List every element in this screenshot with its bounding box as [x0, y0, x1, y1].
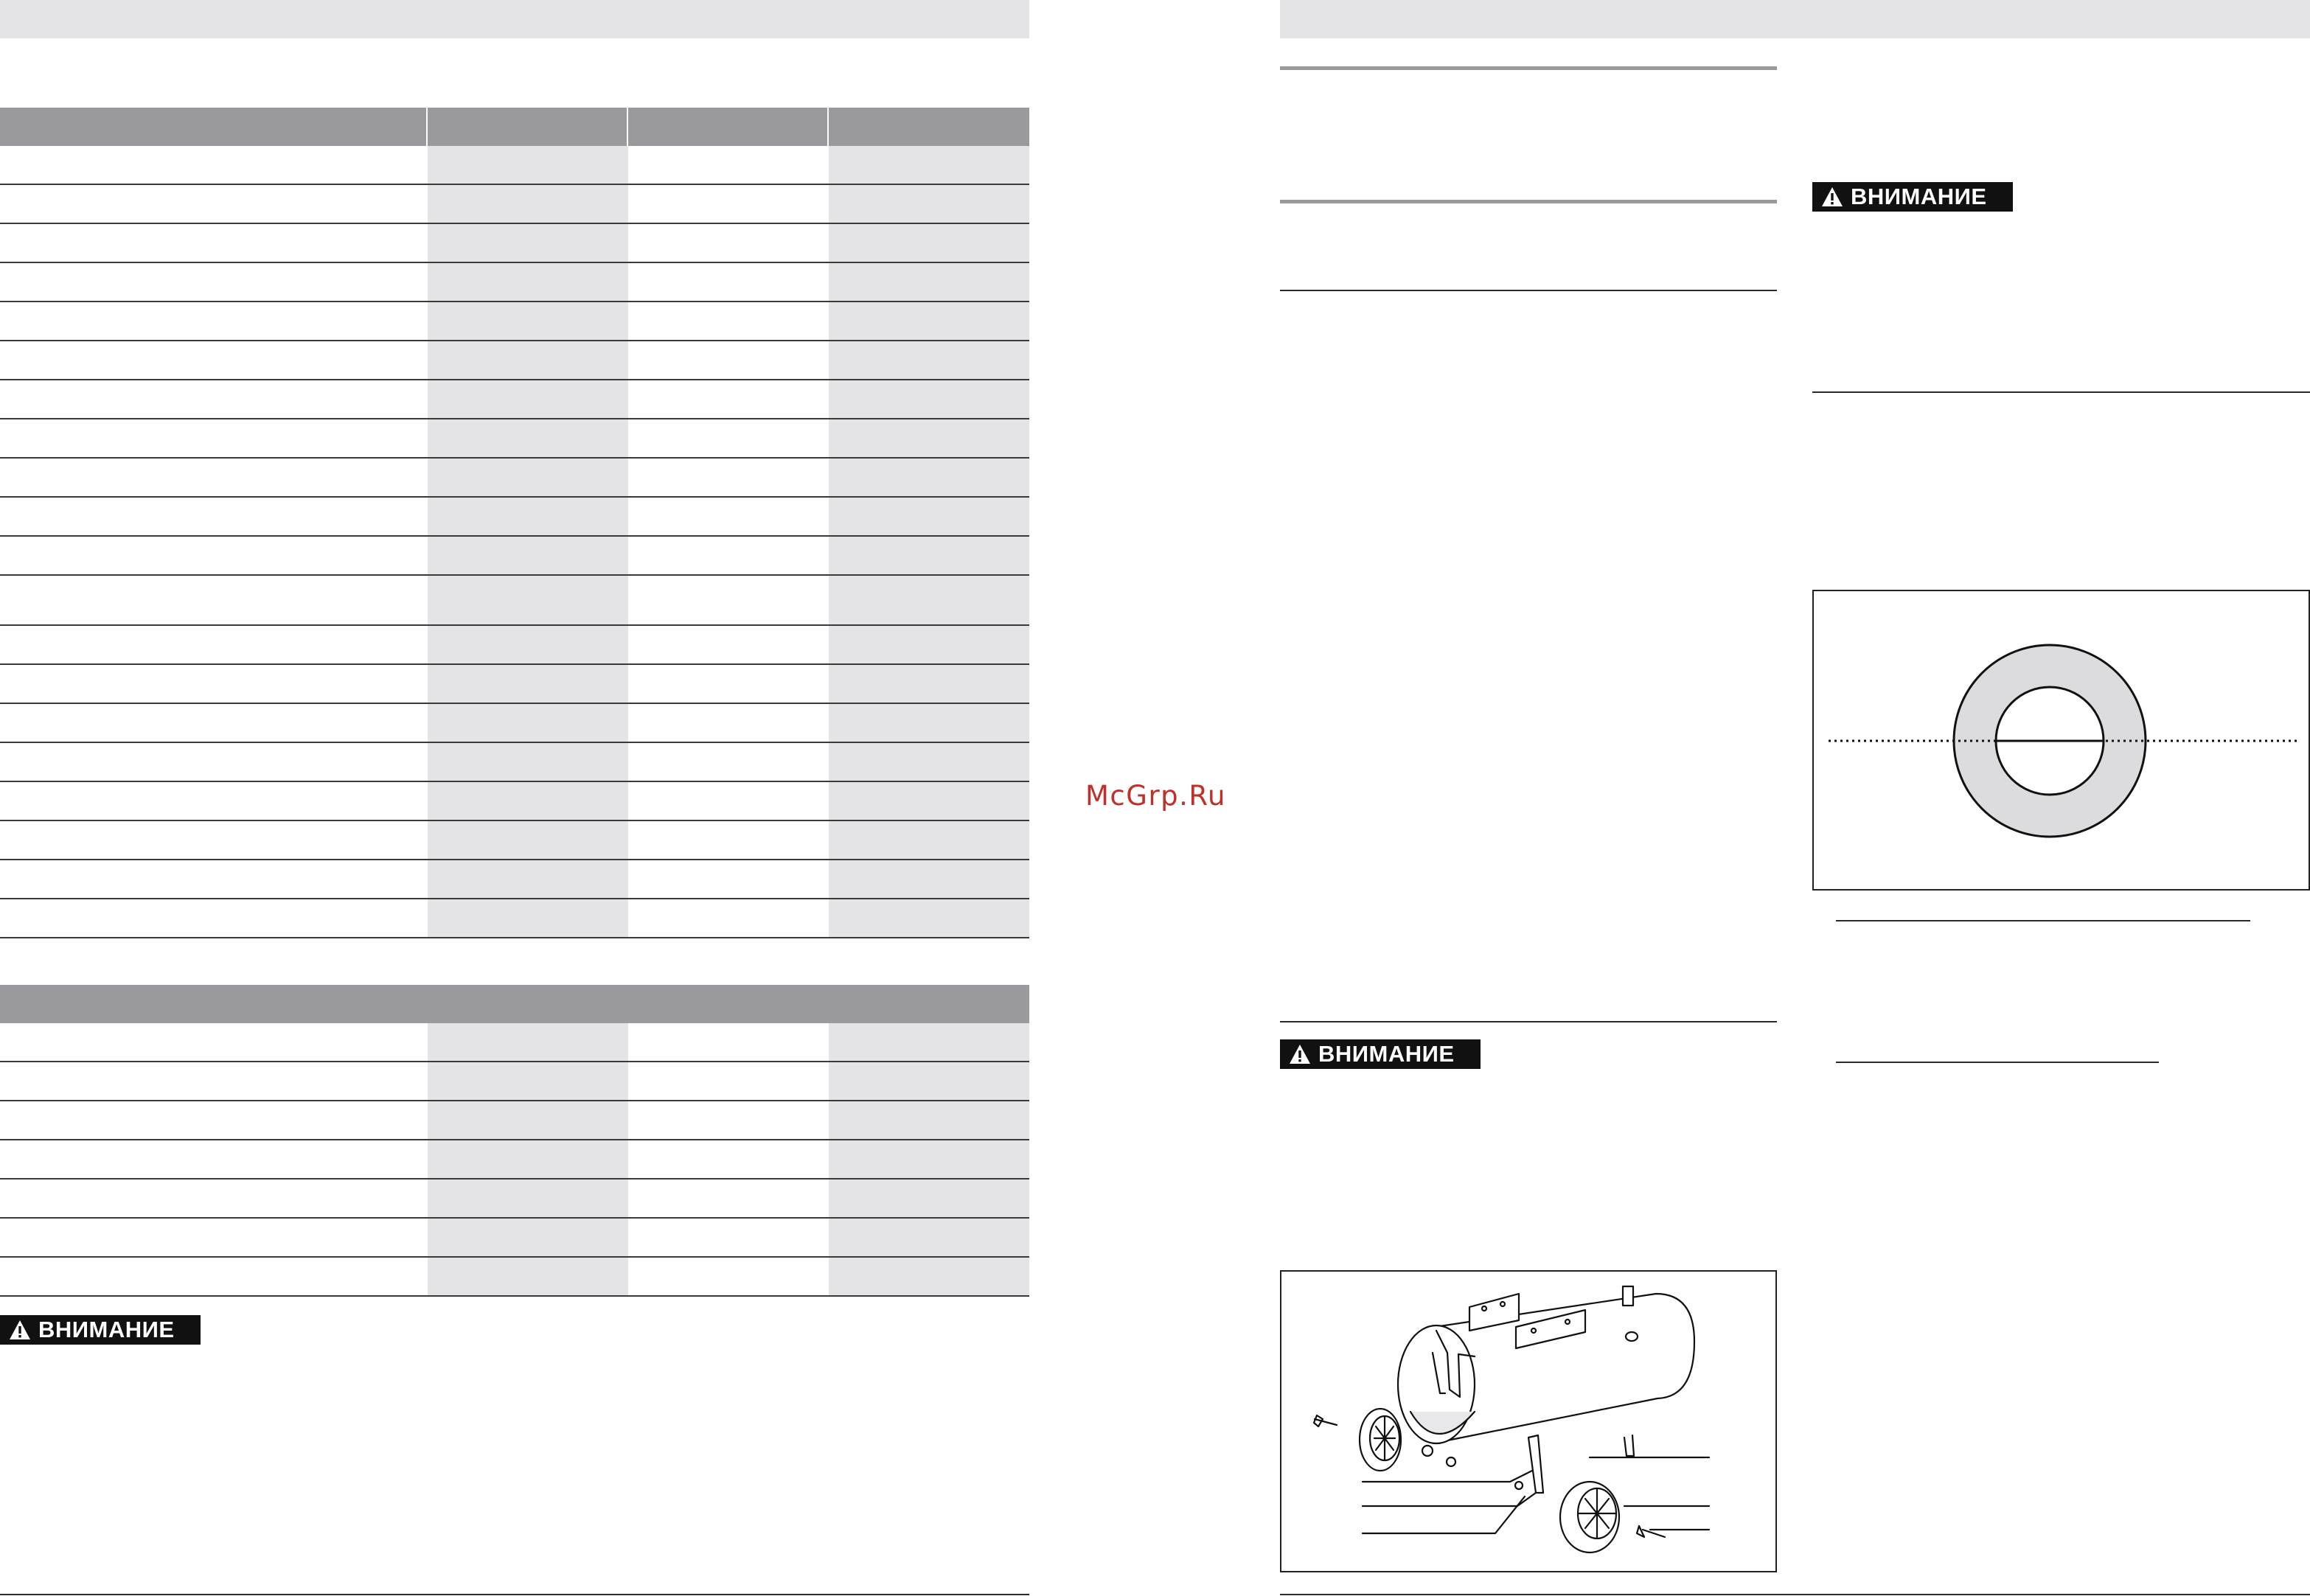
table-cell	[0, 419, 428, 457]
table-row	[0, 1062, 1029, 1101]
table-cell	[829, 185, 1029, 223]
section-rule	[1836, 1062, 2159, 1063]
table-row	[0, 1101, 1029, 1140]
table-cell	[628, 1023, 829, 1061]
table-cell	[829, 821, 1029, 859]
table-row	[0, 821, 1029, 860]
warning-triangle-icon	[1821, 187, 1843, 207]
rear-foot	[1624, 1435, 1634, 1456]
table-cell	[0, 380, 428, 418]
leader-line	[1363, 1471, 1532, 1482]
table-cell	[428, 1258, 628, 1295]
table-cell	[829, 626, 1029, 663]
table-cell	[0, 1258, 428, 1295]
table-cell	[428, 419, 628, 457]
table-cell	[628, 1258, 829, 1295]
table-cell	[428, 782, 628, 820]
table-cell	[0, 1101, 428, 1139]
spec-table-1-header	[0, 108, 1029, 146]
table-cell	[428, 185, 628, 223]
table-row	[0, 302, 1029, 341]
right-page-top-band	[1280, 0, 2310, 38]
spec-table-1-body	[0, 146, 1029, 938]
table-cell	[829, 1101, 1029, 1139]
table-cell	[428, 341, 628, 379]
table-cell	[829, 380, 1029, 418]
table-cell	[0, 899, 428, 937]
table-cell	[829, 1140, 1029, 1178]
table-cell	[0, 704, 428, 742]
table-cell	[829, 1258, 1029, 1295]
table-cell	[428, 224, 628, 262]
section-rule	[1280, 290, 1777, 291]
table-cell	[0, 576, 428, 624]
table-cell	[0, 626, 428, 663]
table-cell	[628, 626, 829, 663]
section-rule	[1280, 66, 1777, 70]
warning-label: ВНИМАНИЕ	[1851, 184, 1987, 209]
table-cell	[829, 302, 1029, 340]
left-bolt	[1314, 1415, 1337, 1426]
table-cell	[829, 860, 1029, 898]
right-bolt	[1637, 1526, 1665, 1537]
table-row	[0, 263, 1029, 302]
table-cell	[0, 1062, 428, 1100]
spec-table-2-body	[0, 1023, 1029, 1297]
table-cell	[0, 665, 428, 703]
table-cell	[428, 704, 628, 742]
table-cell	[428, 498, 628, 535]
header-cell	[0, 108, 426, 146]
warning-label: ВНИМАНИЕ	[38, 1317, 175, 1342]
ring-diagram-frame	[1812, 590, 2310, 891]
table-cell	[628, 146, 829, 184]
ring-diagram	[1814, 591, 2309, 889]
table-cell	[428, 821, 628, 859]
table-cell	[0, 263, 428, 301]
table-cell	[829, 537, 1029, 574]
table-row	[0, 1140, 1029, 1179]
table-cell	[0, 459, 428, 496]
table-row	[0, 459, 1029, 498]
table-row	[0, 860, 1029, 899]
table-row	[0, 704, 1029, 743]
table-cell	[829, 899, 1029, 937]
table-cell	[829, 263, 1029, 301]
warning-triangle-icon	[1289, 1044, 1311, 1064]
table-cell	[628, 537, 829, 574]
table-row	[0, 341, 1029, 380]
table-cell	[0, 224, 428, 262]
table-cell	[829, 665, 1029, 703]
leader-line	[1363, 1496, 1525, 1533]
table-cell	[428, 263, 628, 301]
leader-line	[1363, 1493, 1536, 1506]
table-cell	[628, 1179, 829, 1217]
table-cell	[0, 341, 428, 379]
table-cell	[0, 537, 428, 574]
table-cell	[829, 1023, 1029, 1061]
footer-rule	[0, 1594, 1029, 1595]
table-cell	[829, 1219, 1029, 1256]
table-cell	[628, 1140, 829, 1178]
table-cell	[0, 1219, 428, 1256]
nut	[1447, 1457, 1455, 1466]
table-cell	[428, 1219, 628, 1256]
washer	[1422, 1446, 1433, 1456]
table-cell	[628, 380, 829, 418]
table-cell	[428, 576, 628, 624]
table-cell	[628, 263, 829, 301]
table-cell	[829, 498, 1029, 535]
section-rule	[1280, 200, 1777, 203]
table-row	[0, 1179, 1029, 1219]
table-cell	[829, 576, 1029, 624]
warning-badge	[1280, 1039, 1481, 1069]
table-cell	[428, 459, 628, 496]
table-cell	[428, 665, 628, 703]
table-cell	[628, 459, 829, 496]
header-cell	[628, 108, 827, 146]
section-rule	[1280, 1021, 1777, 1022]
warning-badge	[0, 1315, 201, 1345]
nut	[1515, 1482, 1523, 1489]
table-cell	[0, 743, 428, 781]
table-row	[0, 576, 1029, 626]
table-row	[0, 537, 1029, 576]
table-cell	[428, 537, 628, 574]
table-cell	[829, 146, 1029, 184]
table-cell	[628, 665, 829, 703]
table-cell	[428, 860, 628, 898]
table-row	[0, 185, 1029, 224]
table-row	[0, 665, 1029, 704]
table-cell	[428, 1101, 628, 1139]
table-row	[0, 419, 1029, 459]
table-cell	[829, 743, 1029, 781]
table-row	[0, 899, 1029, 938]
tank-assembly-drawing	[1281, 1272, 1775, 1571]
table-row	[0, 1219, 1029, 1258]
table-cell	[628, 419, 829, 457]
table-cell	[0, 498, 428, 535]
table-cell	[829, 419, 1029, 457]
table-cell	[628, 899, 829, 937]
table-cell	[829, 341, 1029, 379]
table-cell	[829, 1062, 1029, 1100]
table-cell	[0, 1023, 428, 1061]
footer-rule	[1280, 1594, 2310, 1595]
table-cell	[628, 821, 829, 859]
table-cell	[628, 782, 829, 820]
warning-label: ВНИМАНИЕ	[1318, 1041, 1455, 1067]
table-row	[0, 380, 1029, 419]
table-row	[0, 743, 1029, 782]
table-cell	[628, 1101, 829, 1139]
table-cell	[628, 341, 829, 379]
warning-badge	[1812, 182, 2013, 212]
table-cell	[0, 821, 428, 859]
table-cell	[0, 185, 428, 223]
table-cell	[829, 224, 1029, 262]
table-cell	[829, 782, 1029, 820]
section-rule	[1836, 920, 2250, 921]
table-cell	[0, 782, 428, 820]
table-cell	[428, 1023, 628, 1061]
spec-table-2	[0, 985, 1029, 1297]
table-cell	[0, 302, 428, 340]
table-cell	[428, 1140, 628, 1178]
table-cell	[829, 704, 1029, 742]
table-cell	[428, 380, 628, 418]
watermark: McGrp.Ru	[1085, 780, 1226, 812]
table-cell	[628, 1062, 829, 1100]
table-cell	[628, 576, 829, 624]
left-page-top-band	[0, 0, 1029, 38]
table-row	[0, 782, 1029, 821]
table-row	[0, 1258, 1029, 1297]
table-cell	[628, 224, 829, 262]
table-cell	[428, 743, 628, 781]
table-cell	[428, 302, 628, 340]
tank-valve	[1623, 1286, 1633, 1306]
table-cell	[628, 498, 829, 535]
header-cell	[829, 108, 1029, 146]
table-cell	[628, 1219, 829, 1256]
table-row	[0, 1023, 1029, 1062]
tank-assembly-figure	[1280, 1270, 1777, 1572]
table-cell	[628, 743, 829, 781]
table-cell	[428, 899, 628, 937]
header-cell	[428, 108, 627, 146]
table-cell	[0, 146, 428, 184]
table-cell	[0, 1179, 428, 1217]
table-cell	[829, 1179, 1029, 1217]
table-cell	[0, 860, 428, 898]
table-cell	[628, 860, 829, 898]
table-cell	[428, 1062, 628, 1100]
section-rule	[1812, 391, 2310, 393]
table-row	[0, 224, 1029, 263]
table-cell	[628, 704, 829, 742]
table-cell	[628, 302, 829, 340]
table-cell	[829, 459, 1029, 496]
table-cell	[628, 185, 829, 223]
spec-table-1	[0, 108, 1029, 938]
wheel-bracket	[1528, 1435, 1543, 1493]
table-cell	[428, 1179, 628, 1217]
table-row	[0, 498, 1029, 537]
table-row	[0, 146, 1029, 185]
table-cell	[428, 146, 628, 184]
table-row	[0, 626, 1029, 665]
table-cell	[0, 1140, 428, 1178]
table-cell	[428, 626, 628, 663]
warning-triangle-icon	[9, 1320, 31, 1340]
spec-table-2-header	[0, 985, 1029, 1023]
